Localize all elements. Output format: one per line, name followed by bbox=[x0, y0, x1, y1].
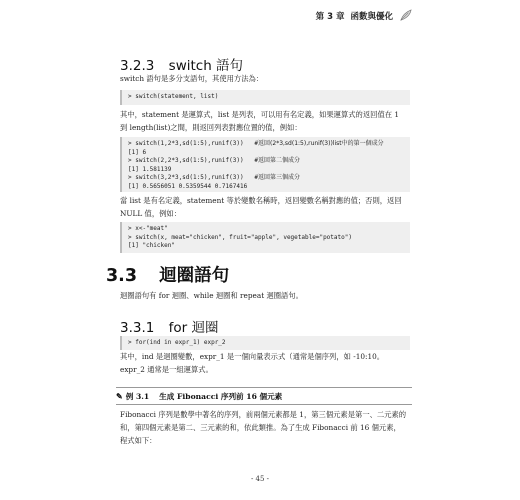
chapter-title: 函數與優化 bbox=[350, 11, 393, 22]
section-heading-for bbox=[120, 316, 219, 336]
section-title: for 迴圈 bbox=[168, 320, 219, 336]
code-line: > switch(statement, list) bbox=[128, 93, 219, 100]
paragraph-switch-named: 當 list 是有名定義，statement 等於變數名稱時，返回變數名稱對應的值；否則，返回 NULL 值，例如： bbox=[120, 196, 402, 218]
section-number: 3.2.3 bbox=[120, 58, 155, 74]
code-comment: 返回(2*3,sd(1:5),runif(3))list中的第一個成分 bbox=[258, 140, 384, 147]
section-heading-loop bbox=[106, 262, 229, 287]
running-header bbox=[316, 9, 412, 22]
paragraph-loop-intro: 迴圈語句有 for 迴圈、while 迴圈和 repeat 迴圈語句。 bbox=[120, 291, 303, 300]
chapter-number: 第 3 章 bbox=[315, 11, 345, 22]
example-label: 例 3.1 bbox=[125, 392, 150, 401]
section-title: switch 語句 bbox=[168, 58, 244, 74]
leaf-icon bbox=[399, 9, 412, 22]
code-block-switch-named bbox=[120, 222, 410, 253]
pencil-icon: ✎ bbox=[116, 391, 123, 401]
code-line: [1] 0.5656051 0.5359544 0.7167416 bbox=[128, 182, 248, 190]
code-line: [1] 6 bbox=[128, 148, 147, 156]
paragraph-for-desc: 其中，ind 是迴圈變數，expr_1 是一個向量表示式（通常是個序列，如 -10:10。expr_2 通常是一組運算式。 bbox=[120, 352, 385, 374]
code-comment: 返回第三個成分 bbox=[258, 174, 301, 182]
paragraph-fibonacci: Fibonacci 序列是數學中著名的序列，前兩個元素都是 1，第三個元素是第一、二元素的和，第四個元素是第二、三元素的和，依此類推。為了生成 Fibonacci 前 16 個元素，程式如下： bbox=[120, 410, 407, 445]
code-line: > switch(1,2*3,sd(1:5),runif(3)) #返回(2*3,sd(1:5),runif(3))list中的第一個成分 bbox=[128, 140, 384, 147]
code-comment: 返回第二個成分 bbox=[258, 157, 301, 165]
code-block-switch-example bbox=[120, 137, 410, 192]
code-line: > switch(3,2*3,sd(1:5),runif(3)) #返回第三個成分 bbox=[128, 174, 301, 182]
code-line: > switch(x, meat="chicken", fruit="apple", vegetable="potato") bbox=[128, 233, 352, 241]
section-title: 迴圈語句 bbox=[159, 266, 230, 286]
code-line: [1] "chicken" bbox=[128, 242, 175, 250]
code-line: > switch(2,2*3,sd(1:5),runif(3)) #返回第二個成分 bbox=[128, 157, 301, 165]
code-block-switch-syntax bbox=[120, 90, 410, 105]
section-number: 3.3 bbox=[106, 266, 138, 286]
paragraph-switch-intro: switch 語句是多分支語句，其使用方法為： bbox=[120, 74, 264, 83]
section-heading-switch bbox=[120, 54, 243, 74]
example-heading bbox=[116, 387, 412, 405]
code-line: [1] 1.581139 bbox=[128, 165, 172, 173]
code-line: > for(ind in expr_1) expr_2 bbox=[128, 339, 226, 346]
page-number: - 45 - bbox=[250, 475, 270, 483]
code-block-for-syntax bbox=[120, 336, 410, 350]
paragraph-switch-desc: 其中，statement 是運算式，list 是列表，可以用有名定義，如果運算式的返回值在 1 到 length(list)之間，則返回列表對應位置的值，例如： bbox=[120, 110, 399, 132]
code-line: > x<-"meat" bbox=[128, 225, 168, 232]
section-number: 3.3.1 bbox=[120, 320, 155, 336]
example-title: 生成 Fibonacci 序列前 16 個元素 bbox=[159, 392, 283, 401]
